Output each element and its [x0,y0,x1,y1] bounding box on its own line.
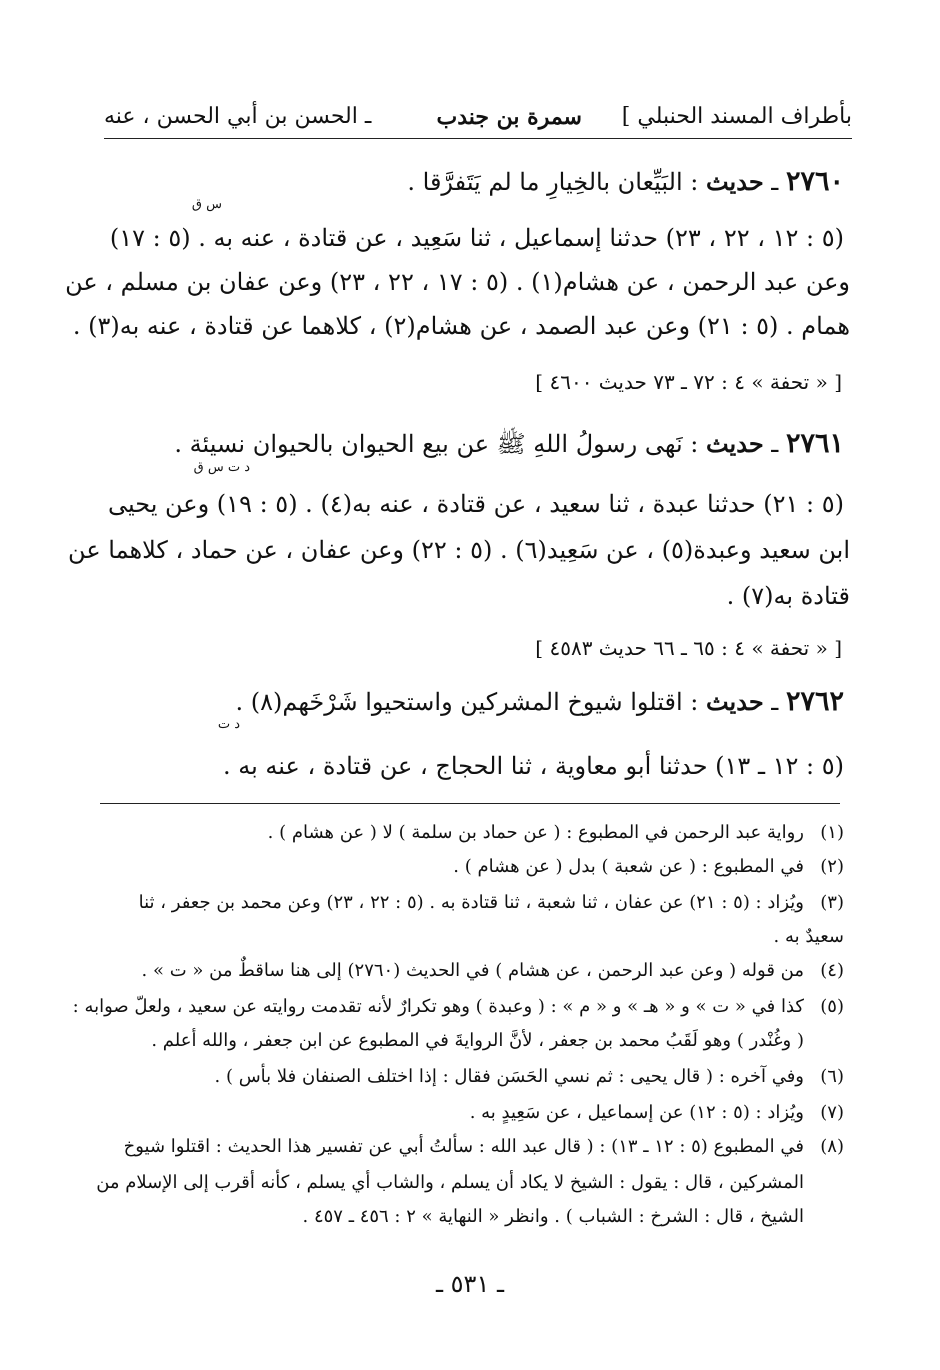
isnad-line: (٥ : ١٢ ، ٢٢ ، ٢٣) حدثنا إسماعيل ، ثنا سَعِيد ، عن قتادة ، عنه به . (٥ : ١٧) [109,224,844,252]
isnad-line: (٥ : ١٢ ـ ١٣) حدثنا أبو معاوية ، ثنا الحجاج ، عن قتادة ، عنه به . [222,752,844,780]
entry-matn: : البَيِّعان بالخِيارِ ما لم يَتَفرَّقا . [407,168,699,196]
footnote [96,1066,844,1087]
tuhfa-reference: [ « تحفة » ٤ : ٧٢ ـ ٧٣ حديث ٤٦٠٠ ] [535,370,842,394]
footnote-text: من قوله ( وعن عبد الرحمن ، عن هشام ) في الحديث (٢٧٦٠) إلى هنا ساقطٌ من « ت » . [141,960,804,981]
footnote-text: رواية عبد الرحمن في المطبوع : ( عن حماد بن سلمة ) لا ( عن هشام ) . [267,822,804,843]
footnote-text: ويُزاد : (٥ : ١٢) عن إسماعيل ، عن سَعِيدٍ به . [469,1102,804,1123]
isnad-line: ابن سعيد وعبدة(٥) ، عن سَعِيد(٦) . (٥ : ٢٢) وعن عفان ، عن حماد ، كلاهما عن [68,536,850,564]
footnote-text: ويُزاد : (٥ : ٢١) عن عفان ، ثنا شعبة ، ثنا قتادة به . (٥ : ٢٢ ، ٢٣) وعن محمد بن جعفر ، ثنا [138,892,804,913]
footnote-continuation: الشيخ ، قال : الشرخ : الشباب ) . وانظر « النهاية » ٢ : ٤٥٦ ـ ٤٥٧ . [302,1206,804,1227]
header-transmitter: ـ الحسن بن أبي الحسن ، عنه [104,104,372,129]
footnote [96,822,844,843]
footnote-number: (٥) [820,996,844,1017]
footnote [96,1102,844,1123]
entry-number: ٢٧٦٢ [785,686,844,717]
entry-heading: ٢٧٦٢ ـ حديث : اقتلوا شيوخ المشركين واستحيوا شَرْخَهم(٨) . [235,686,844,717]
footnote-number: (٨) [820,1136,844,1157]
isnad-line: همام . (٥ : ٢١) وعن عبد الصمد ، عن هشام(٢) ، كلاهما عن قتادة ، عنه به(٣) . [72,312,850,340]
footnote-text: وفي آخره : ( قال يحيى : ثم نسي الحَسَن فقال : إذا اختلف الصنفان فلا بأس ) . [214,1066,804,1087]
footnote-continuation: المشركين ، قال : يقول : الشيخ لا يكاد أن يسلم ، والشاب أي يسلم ، كأنه أقرب إلى الإسلام من [96,1172,804,1193]
footnote-text: في المطبوع (٥ : ١٢ ـ ١٣) : ( قال عبد الله : سألتُ أبي عن تفسير هذا الحديث : اقتلوا شيوخ [123,1136,804,1157]
entry-heading: ٢٧٦١ ـ حديث : نَهى رسولُ اللهِ ﷺ عن بيع الحيوان بالحيوان نسيئة . [174,428,844,459]
entry-heading: ٢٧٦٠ ـ حديث : البَيِّعان بالخِيارِ ما لم يَتَفرَّقا . [407,166,844,197]
footnote-number: (٦) [820,1066,844,1087]
entry-headword: حديث [705,429,764,458]
footnote-continuation: سعيدٌ به . [773,926,844,947]
tuhfa-reference: [ « تحفة » ٤ : ٦٥ ـ ٦٦ حديث ٤٥٨٣ ] [535,636,842,660]
footnote-text: في المطبوع : ( عن شعبة ) بدل ( عن هشام ) . [453,856,804,877]
footnote-number: (٣) [820,892,844,913]
header-companion: سمرة بن جندب [436,104,582,130]
entry-headword: حديث [705,687,764,716]
footnote-number: (١) [820,822,844,843]
entry-sigla: د ت س ق [193,460,250,475]
isnad-line: قتادة به(٧) . [726,582,850,610]
running-header [104,98,852,139]
entry-matn: : نَهى رسولُ اللهِ ﷺ عن بيع الحيوان بالحيوان نسيئة . [174,430,699,458]
footnote-number: (٧) [820,1102,844,1123]
entry-number: ٢٧٦١ [785,428,844,459]
isnad-line: وعن عبد الرحمن ، عن هشام(١) . (٥ : ١٧ ، ٢٢ ، ٢٣) وعن عفان بن مسلم ، عن [65,268,850,296]
footnote-separator [100,803,840,804]
footnote-text: كذا في « ت » و « هـ » و « م » : ( وعبدة ) وهو تكرارٌ لأنه تقدمت روايته عن سعيد ، ولعلّ صوابه : [72,996,804,1017]
footnote [96,960,844,981]
entry-number: ٢٧٦٠ [785,166,844,197]
footnote [96,856,844,877]
entry-sigla: د ت [217,717,240,732]
isnad-line: (٥ : ٢١) حدثنا عبدة ، ثنا سعيد ، عن قتادة ، عنه به(٤) . (٥ : ١٩) وعن يحيى [107,490,844,518]
footnote [96,1136,844,1157]
footnote-number: (٢) [820,856,844,877]
header-book-title: بأطراف المسند الحنبلي ] [621,104,852,129]
entry-sigla: س ق [191,197,222,212]
footnote [72,996,844,1017]
page-number: ـ ٥٣١ ـ [435,1270,504,1298]
entry-matn: : اقتلوا شيوخ المشركين واستحيوا شَرْخَهم(٨) . [235,688,699,716]
footnote-number: (٤) [820,960,844,981]
footnote-continuation: ( وغُنْدر ) وهو لَقَبُ محمد بن جعفر ، لأنَّ الروايةَ في المطبوع عن ابن جعفر ، والله أعلم . [151,1030,804,1051]
entry-headword: حديث [705,167,764,196]
footnote [96,892,844,913]
